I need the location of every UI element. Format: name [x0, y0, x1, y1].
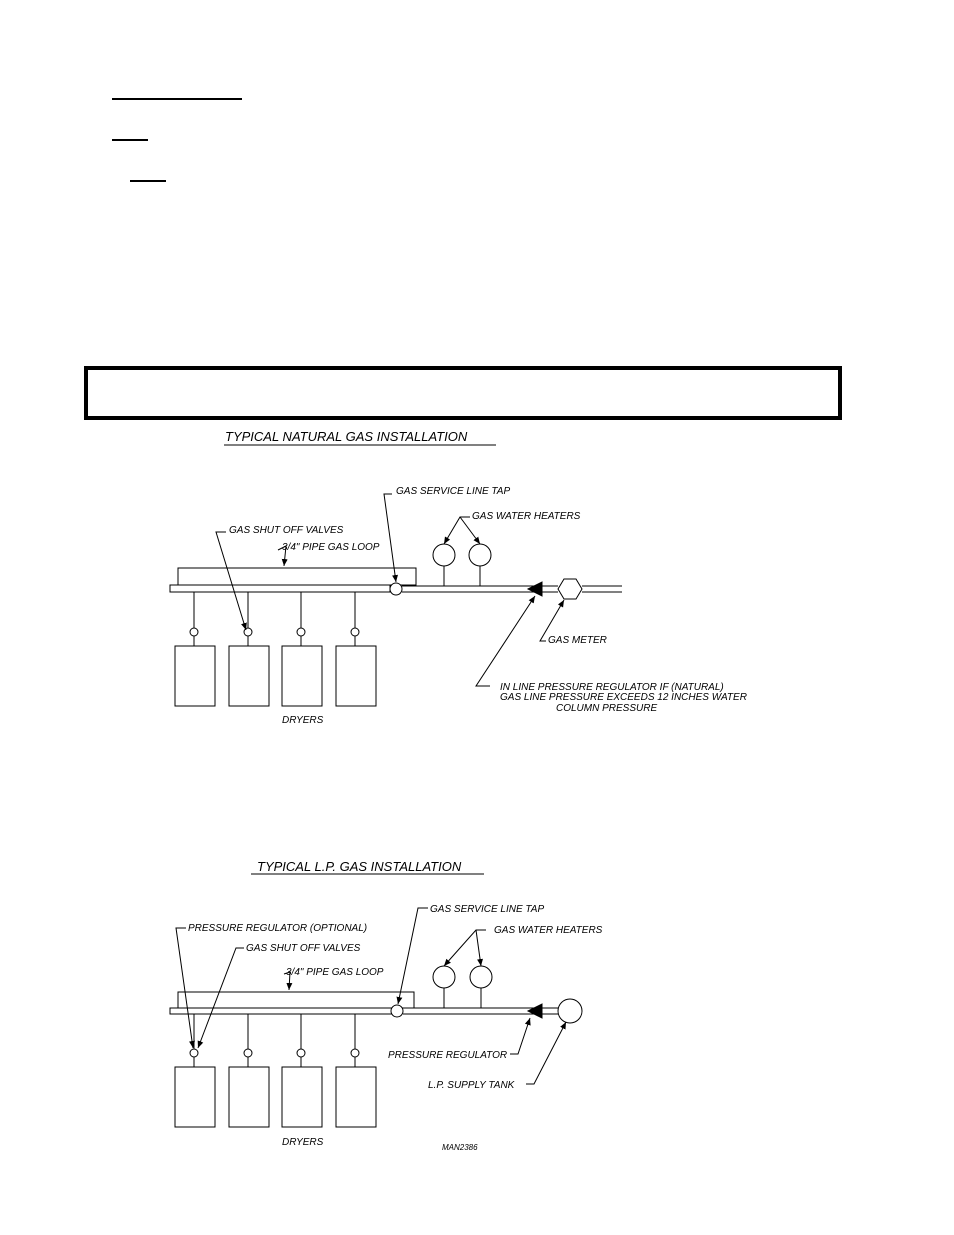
natural-gas-loop	[178, 568, 416, 585]
natural-shutoff-valves-label: GAS SHUT OFF VALVES	[229, 525, 344, 536]
lp-service-tap-label: GAS SERVICE LINE TAP	[430, 904, 545, 915]
natural-service-tap	[390, 583, 402, 595]
natural-water-heaters-label: GAS WATER HEATERS	[472, 511, 581, 522]
drawing-number: MAN2386	[442, 1143, 478, 1152]
natural-regulator-line3: COLUMN PRESSURE	[556, 703, 658, 714]
lp-title: TYPICAL L.P. GAS INSTALLATION	[257, 859, 462, 874]
natural-gas-meter	[558, 579, 582, 599]
lp-water-heaters-label: GAS WATER HEATERS	[494, 925, 603, 936]
lp-service-tap	[391, 1005, 403, 1017]
natural-gas-diagram	[170, 429, 747, 726]
lp-supply-tank	[558, 999, 582, 1023]
lp-water-heater-1	[433, 966, 455, 988]
natural-dryers	[175, 592, 376, 706]
natural-pipe-loop-label: 3/4" PIPE GAS LOOP	[282, 542, 380, 553]
lp-supply-tank-label: L.P. SUPPLY TANK	[428, 1080, 515, 1091]
natural-dryers-label: DRYERS	[282, 715, 324, 726]
lp-dryers	[175, 1014, 376, 1127]
lp-main-pipe	[170, 1008, 392, 1014]
lp-water-heater-2	[470, 966, 492, 988]
natural-water-heater-2	[469, 544, 491, 566]
lp-pipe-loop-label: 3/4" PIPE GAS LOOP	[286, 967, 384, 978]
natural-water-heater-1	[433, 544, 455, 566]
lp-gas-loop	[178, 992, 414, 1008]
natural-main-pipe	[170, 585, 390, 592]
natural-title: TYPICAL NATURAL GAS INSTALLATION	[225, 429, 468, 444]
lp-dryers-label: DRYERS	[282, 1137, 324, 1148]
natural-regulator-line2: GAS LINE PRESSURE EXCEEDS 12 INCHES WATER	[500, 692, 747, 703]
natural-service-tap-label: GAS SERVICE LINE TAP	[396, 486, 511, 497]
lp-pressure-regulator-label: PRESSURE REGULATOR	[388, 1050, 508, 1061]
lp-pressure-regulator-optional-label: PRESSURE REGULATOR (OPTIONAL)	[188, 923, 368, 934]
natural-gas-meter-label: GAS METER	[548, 635, 607, 646]
lp-gas-diagram	[170, 859, 603, 1152]
natural-regulator-line1: IN LINE PRESSURE REGULATOR IF (NATURAL)	[500, 682, 724, 693]
natural-inline-regulator	[528, 582, 542, 596]
lp-pressure-regulator	[528, 1004, 542, 1018]
lp-shutoff-valves-label: GAS SHUT OFF VALVES	[246, 943, 361, 954]
